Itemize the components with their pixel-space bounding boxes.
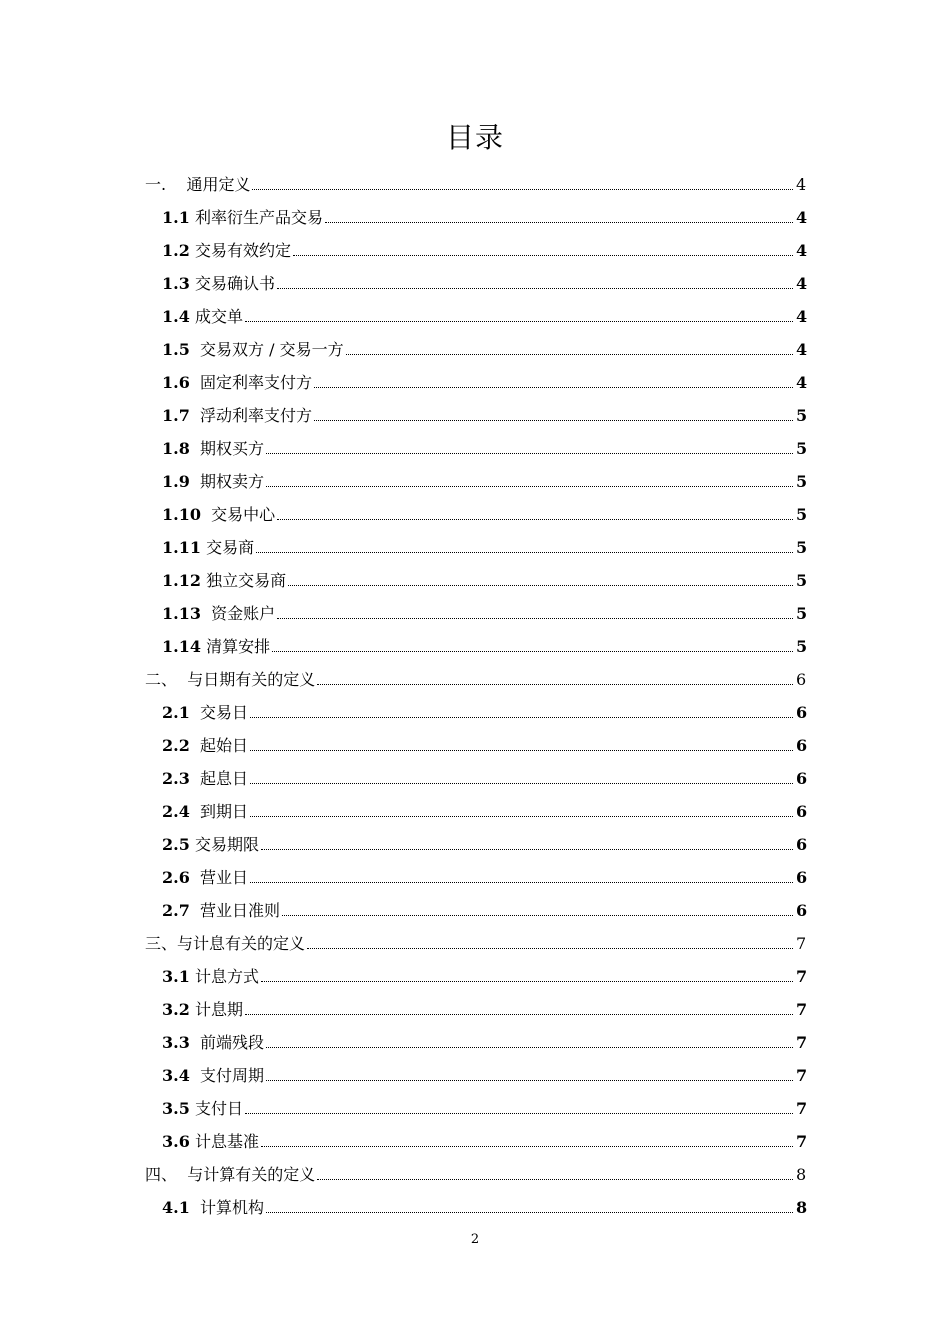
toc-entry-title xyxy=(162,828,259,861)
toc-entry-number: 1.13 xyxy=(162,604,201,623)
toc-entry-number: 三、 xyxy=(145,934,178,953)
toc-page-number: 5 xyxy=(796,472,808,491)
toc-entry-label: 与日期有关的定义 xyxy=(187,670,316,689)
toc-dot-leader xyxy=(266,1079,793,1081)
toc-entry-title xyxy=(145,168,250,201)
toc-entry-spacer xyxy=(190,406,200,425)
toc-section-entry[interactable] xyxy=(0,663,950,696)
toc-dot-leader xyxy=(317,683,793,685)
toc-entry-number: 2.6 xyxy=(162,868,190,887)
toc-subsection-entry[interactable] xyxy=(0,894,950,927)
toc-entry-title xyxy=(162,1191,264,1224)
toc-dot-leader xyxy=(245,1112,793,1114)
toc-subsection-entry[interactable] xyxy=(0,465,950,498)
toc-entry-number: 四、 xyxy=(145,1165,178,1184)
toc-dot-leader xyxy=(250,881,793,883)
toc-entry-spacer xyxy=(190,901,200,920)
toc-entry-label: 计息期 xyxy=(194,1000,243,1019)
toc-dot-leader xyxy=(245,1013,793,1015)
toc-entry-number: 3.2 xyxy=(162,1000,190,1019)
toc-page-number: 7 xyxy=(796,1033,808,1052)
toc-page-number: 4 xyxy=(796,274,808,293)
toc-page-number: 7 xyxy=(796,1132,808,1151)
toc-entry-title xyxy=(162,795,248,828)
toc-entry-label: 交易双方 / 交易一方 xyxy=(200,340,344,359)
toc-subsection-entry[interactable] xyxy=(0,201,950,234)
toc-subsection-entry[interactable] xyxy=(0,630,950,663)
toc-entry-title xyxy=(162,993,243,1026)
toc-entry-title xyxy=(162,894,280,927)
toc-page-number: 6 xyxy=(796,835,808,854)
toc-dot-leader xyxy=(277,617,793,619)
toc-entry-label: 浮动利率支付方 xyxy=(200,406,313,425)
toc-page-number: 4 xyxy=(796,208,808,227)
toc-entry-title xyxy=(145,927,305,960)
toc-entry-spacer xyxy=(190,1198,200,1217)
toc-entry-spacer xyxy=(190,1066,200,1085)
toc-entry-number: 1.12 xyxy=(162,571,201,590)
toc-entry-number: 3.4 xyxy=(162,1066,190,1085)
toc-entry-spacer xyxy=(201,604,211,623)
toc-dot-leader xyxy=(266,1046,793,1048)
toc-dot-leader xyxy=(250,815,793,817)
toc-page-number: 6 xyxy=(796,703,808,722)
toc-page-number: 5 xyxy=(796,637,808,656)
toc-entry-title xyxy=(162,729,248,762)
toc-dot-leader xyxy=(307,947,793,949)
toc-entry-number: 1.5 xyxy=(162,340,190,359)
toc-entry-title xyxy=(162,498,275,531)
toc-page-number: 4 xyxy=(796,307,808,326)
toc-dot-leader xyxy=(325,221,793,223)
toc-subsection-entry[interactable] xyxy=(0,861,950,894)
toc-entry-label: 与计算有关的定义 xyxy=(187,1165,316,1184)
toc-dot-leader xyxy=(250,716,793,718)
toc-page-number: 7 xyxy=(796,1000,808,1019)
toc-page-number: 4 xyxy=(796,241,808,260)
toc-entry-number: 1.6 xyxy=(162,373,190,392)
toc-subsection-entry[interactable] xyxy=(0,1026,950,1059)
toc-entry-number: 2.4 xyxy=(162,802,190,821)
toc-subsection-entry[interactable] xyxy=(0,762,950,795)
toc-entry-label: 起息日 xyxy=(200,769,249,788)
toc-entry-number: 3.5 xyxy=(162,1099,190,1118)
toc-dot-leader xyxy=(293,254,793,256)
toc-dot-leader xyxy=(277,518,793,520)
toc-page-number: 6 xyxy=(796,769,808,788)
toc-entry-number: 3.6 xyxy=(162,1132,190,1151)
toc-page-number: 5 xyxy=(796,604,808,623)
toc-entry-label: 交易有效约定 xyxy=(194,241,291,260)
toc-entry-label: 营业日 xyxy=(200,868,249,887)
toc-entry-number: 1.14 xyxy=(162,637,201,656)
toc-subsection-entry[interactable] xyxy=(0,960,950,993)
toc-entry-number: 2.3 xyxy=(162,769,190,788)
toc-page-number: 4 xyxy=(796,175,807,194)
toc-page-number: 5 xyxy=(796,439,808,458)
toc-dot-leader xyxy=(346,353,793,355)
toc-dot-leader xyxy=(317,1178,793,1180)
toc-entry-label: 交易商 xyxy=(206,538,255,557)
page-number: 2 xyxy=(470,1232,480,1247)
toc-page-number: 7 xyxy=(796,967,808,986)
toc-subsection-entry[interactable] xyxy=(0,333,950,366)
toc-entry-number: 3.1 xyxy=(162,967,190,986)
toc-entry-label: 固定利率支付方 xyxy=(200,373,313,392)
toc-entry-number: 1.8 xyxy=(162,439,190,458)
toc-entry-number: 2.7 xyxy=(162,901,190,920)
toc-page-number: 7 xyxy=(796,934,807,953)
toc-subsection-entry[interactable] xyxy=(0,498,950,531)
toc-entry-title xyxy=(162,366,312,399)
toc-entry-title xyxy=(162,300,243,333)
toc-dot-leader xyxy=(272,650,793,652)
toc-page-number: 6 xyxy=(796,868,808,887)
toc-subsection-entry[interactable] xyxy=(0,366,950,399)
toc-entry-label: 清算安排 xyxy=(206,637,271,656)
toc-entry-title xyxy=(145,1158,315,1191)
toc-entry-spacer xyxy=(190,1033,200,1052)
toc-dot-leader xyxy=(250,782,793,784)
toc-entry-title xyxy=(162,861,248,894)
toc-entry-label: 计息基准 xyxy=(194,1132,259,1151)
toc-page-number: 5 xyxy=(796,505,808,524)
toc-entry-title xyxy=(162,267,275,300)
toc-entry-number: 1.7 xyxy=(162,406,190,425)
toc-dot-leader xyxy=(266,1211,793,1213)
toc-entry-title xyxy=(162,960,259,993)
toc-entry-spacer xyxy=(166,175,186,194)
toc-entry-title xyxy=(162,762,248,795)
toc-entry-spacer xyxy=(190,373,200,392)
toc-subsection-entry[interactable] xyxy=(0,399,950,432)
toc-dot-leader xyxy=(261,1145,793,1147)
toc-page-number: 7 xyxy=(796,1066,808,1085)
toc-entry-title xyxy=(162,564,286,597)
toc-entry-spacer xyxy=(190,736,200,755)
toc-entry-label: 期权卖方 xyxy=(200,472,265,491)
toc-entry-number: 2.5 xyxy=(162,835,190,854)
toc-entry-title xyxy=(162,234,291,267)
toc-entry-title xyxy=(162,1026,264,1059)
toc-entry-title xyxy=(162,1125,259,1158)
toc-subsection-entry[interactable] xyxy=(0,267,950,300)
toc-entry-spacer xyxy=(190,769,200,788)
toc-page-number: 6 xyxy=(796,670,807,689)
toc-dot-leader xyxy=(261,980,793,982)
toc-entry-title xyxy=(162,432,264,465)
toc-entry-label: 交易中心 xyxy=(211,505,276,524)
toc-entry-number: 1.9 xyxy=(162,472,190,491)
toc-page-number: 4 xyxy=(796,373,808,392)
toc-subsection-entry[interactable] xyxy=(0,993,950,1026)
toc-entry-title xyxy=(145,663,315,696)
toc-entry-number: 1.1 xyxy=(162,208,190,227)
toc-entry-title xyxy=(162,630,270,663)
toc-entry-number: 一. xyxy=(145,175,167,194)
toc-entry-title xyxy=(162,696,248,729)
toc-entry-label: 资金账户 xyxy=(211,604,276,623)
toc-subsection-entry[interactable] xyxy=(0,696,950,729)
toc-page-number: 5 xyxy=(796,406,808,425)
toc-dot-leader xyxy=(266,452,793,454)
toc-page-number: 6 xyxy=(796,736,808,755)
toc-entry-spacer xyxy=(201,505,211,524)
toc-entry-number: 3.3 xyxy=(162,1033,190,1052)
toc-dot-leader xyxy=(314,419,793,421)
toc-entry-spacer xyxy=(190,340,200,359)
toc-entry-spacer xyxy=(190,703,200,722)
toc-entry-label: 营业日准则 xyxy=(200,901,281,920)
toc-entry-title xyxy=(162,399,312,432)
toc-subsection-entry[interactable] xyxy=(0,531,950,564)
toc-dot-leader xyxy=(245,320,793,322)
toc-dot-leader xyxy=(261,848,793,850)
toc-page-number: 8 xyxy=(796,1198,808,1217)
toc-entry-number: 2.2 xyxy=(162,736,190,755)
toc-entry-title xyxy=(162,1092,243,1125)
toc-subsection-entry[interactable] xyxy=(0,795,950,828)
toc-subsection-entry[interactable] xyxy=(0,729,950,762)
toc-entry-spacer xyxy=(177,1165,187,1184)
toc-section-entry[interactable] xyxy=(0,168,950,201)
toc-entry-spacer xyxy=(190,439,200,458)
toc-entry-spacer xyxy=(190,802,200,821)
toc-entry-label: 利率衍生产品交易 xyxy=(194,208,323,227)
toc-entry-label: 交易日 xyxy=(200,703,249,722)
toc-entry-number: 二、 xyxy=(145,670,178,689)
toc-entry-title xyxy=(162,531,254,564)
toc-subsection-entry[interactable] xyxy=(0,828,950,861)
toc-subsection-entry[interactable] xyxy=(0,564,950,597)
toc-page-number: 7 xyxy=(796,1099,808,1118)
toc-entry-label: 前端残段 xyxy=(200,1033,265,1052)
toc-entry-label: 支付日 xyxy=(194,1099,243,1118)
toc-entry-number: 1.3 xyxy=(162,274,190,293)
page-title: 目录 xyxy=(445,121,504,154)
toc-dot-leader xyxy=(266,485,793,487)
toc-subsection-entry[interactable] xyxy=(0,1092,950,1125)
toc-page-number: 5 xyxy=(796,571,808,590)
toc-entry-number: 1.2 xyxy=(162,241,190,260)
toc-entry-label: 到期日 xyxy=(200,802,249,821)
toc-entry-number: 2.1 xyxy=(162,703,190,722)
toc-entry-label: 计算机构 xyxy=(200,1198,265,1217)
toc-entry-title xyxy=(162,597,275,630)
toc-entry-title xyxy=(162,465,264,498)
toc-dot-leader xyxy=(288,584,793,586)
toc-subsection-entry[interactable] xyxy=(0,597,950,630)
toc-entry-label: 计息方式 xyxy=(194,967,259,986)
toc-entry-spacer xyxy=(190,868,200,887)
toc-entry-label: 与计息有关的定义 xyxy=(177,934,306,953)
toc-dot-leader xyxy=(277,287,793,289)
toc-page-number: 5 xyxy=(796,538,808,557)
toc-entry-title xyxy=(162,201,323,234)
toc-page-number: 6 xyxy=(796,802,808,821)
toc-entry-number: 1.10 xyxy=(162,505,201,524)
toc-subsection-entry[interactable] xyxy=(0,1125,950,1158)
toc-entry-label: 独立交易商 xyxy=(206,571,287,590)
toc-entry-label: 通用定义 xyxy=(186,175,251,194)
toc-subsection-entry[interactable] xyxy=(0,1059,950,1092)
toc-dot-leader xyxy=(250,749,793,751)
toc-dot-leader xyxy=(256,551,793,553)
toc-section-entry[interactable] xyxy=(0,927,950,960)
toc-entry-title xyxy=(162,333,344,366)
toc-entry-label: 起始日 xyxy=(200,736,249,755)
toc-entry-label: 期权买方 xyxy=(200,439,265,458)
toc-page-number: 4 xyxy=(796,340,808,359)
toc-entry-spacer xyxy=(190,472,200,491)
toc-subsection-entry[interactable] xyxy=(0,1191,950,1224)
toc-entry-label: 交易期限 xyxy=(194,835,259,854)
toc-entry-title xyxy=(162,1059,264,1092)
toc-section-entry[interactable] xyxy=(0,1158,950,1191)
toc-subsection-entry[interactable] xyxy=(0,432,950,465)
toc-entry-label: 支付周期 xyxy=(200,1066,265,1085)
toc-page-number: 6 xyxy=(796,901,808,920)
toc-dot-leader xyxy=(282,914,793,916)
toc-entry-label: 成交单 xyxy=(194,307,243,326)
toc-entry-spacer xyxy=(177,670,187,689)
toc-subsection-entry[interactable] xyxy=(0,300,950,333)
toc-entry-number: 1.4 xyxy=(162,307,190,326)
toc-dot-leader xyxy=(252,188,793,190)
toc-entry-number: 4.1 xyxy=(162,1198,190,1217)
toc-entry-label: 交易确认书 xyxy=(194,274,275,293)
toc-subsection-entry[interactable] xyxy=(0,234,950,267)
toc-dot-leader xyxy=(314,386,793,388)
toc-page-number: 8 xyxy=(796,1165,807,1184)
toc-entry-number: 1.11 xyxy=(162,538,201,557)
